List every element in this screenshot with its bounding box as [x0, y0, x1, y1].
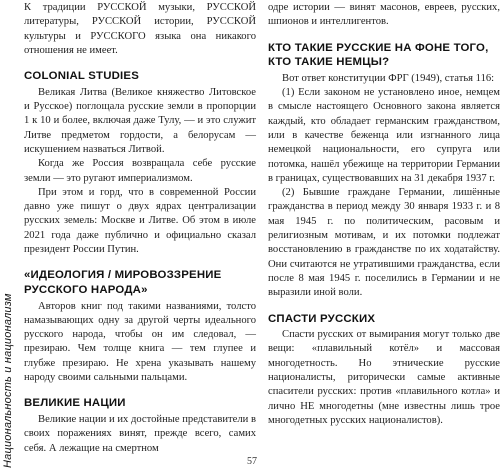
paragraph-ideology: Авторов книг под такими названиями, толсто намазывающих одну за другой черты идеального русского народа, чтобы он им следовал, — презираю. Чем толще книга — тем глупее и глубже презираю. Не хрена указывать нашему народу своими сальными пальцами. — [24, 300, 256, 384]
paragraph-save-russians: Спасти русских от вымирания могут только две вещи: «плавильный котёл» и массовая многодетность. Но этнические русские националисты, риторически самые активные спасители русских: против «плавильного котла» и лично НЕ многодетны (мне известны лишь трое многодетных русских националистов). — [268, 329, 500, 426]
running-section-label: Национальность и национализм — [2, 293, 14, 468]
paragraph-continuation-right: одре истории — винят масонов, евреев, русских, шпионов и интеллигентов. — [268, 2, 500, 28]
side-margin — [0, 0, 16, 472]
paragraph-who-intro: Вот ответ конституции ФРГ (1949), статья 116: — [282, 72, 495, 84]
paragraph-article-116-1: (1) Если законом не установлено иное, немцем в смысле настоящего Основного закона является каждый, кто обладает германским гражданством, или в качестве беженца или изгнанного лица немецкой национальности, его супруга или потомка, нашёл убежище на территории Германии в границах, существовавших на 31 декабря 1937 г. — [268, 87, 500, 184]
paragraph-colonial-3: При этом и горд, что в современной России давно уже пишут о двух ядрах централизации русских земель: Москве и Литве. Об этом в июле 2021 года даже публично и официально сказал президент России Путин. — [24, 186, 256, 256]
paragraph-colonial-2: Когда же Россия возвращала себе русские земли — это ругают империализмом. — [24, 158, 256, 184]
heading-who-are-russians: КТО ТАКИЕ РУССКИЕ НА ФОНЕ ТОГО, КТО ТАКИЕ НЕМЦЫ? — [268, 41, 489, 69]
heading-save-russians: СПАСТИ РУССКИХ — [268, 312, 376, 325]
left-column — [24, 0, 256, 456]
heading-ideology: «ИДЕОЛОГИЯ / МИРОВОЗЗРЕНИЕ РУССКОГО НАРОДА» — [24, 269, 222, 296]
paragraph-article-116-2: (2) Бывшие граждане Германии, лишённые гражданства в период между 30 января 1933 г. и 8 мая 1945 г. по политическим, расовым и религиозным мотивам, и их потомки подлежат восстановлению в гражданстве по их ходатайству. Они считаются не утратившими гражданства, если после 8 мая 1945 г. поселились в Германии и не выразили иной воли. — [268, 187, 500, 299]
page-number: 57 — [247, 456, 257, 467]
heading-colonial-studies: COLONIAL STUDIES — [24, 70, 140, 83]
paragraph-continuation: К традиции РУССКОЙ музыки, РУССКОЙ литературы, РУССКОЙ истории, РУССКОЙ культуры и РУССКОГО языка она никакого отношения не имеет. — [24, 2, 256, 56]
heading-great-nations: ВЕЛИКИЕ НАЦИИ — [24, 397, 126, 410]
paragraph-colonial-1: Великая Литва (Великое княжество Литовское и Русское) поглощала русские земли в пропорции 1 к 10 и более, включая даже Тулу, — и это служит Литве предметом гордости, а белорусам — искушением назваться Литвой. — [24, 86, 256, 155]
paragraph-great-nations: Великие нации и их достойные представители в своих поражениях винят, прежде всего, самих себя. А лежащие на смертном — [24, 413, 256, 454]
right-column — [268, 0, 500, 428]
